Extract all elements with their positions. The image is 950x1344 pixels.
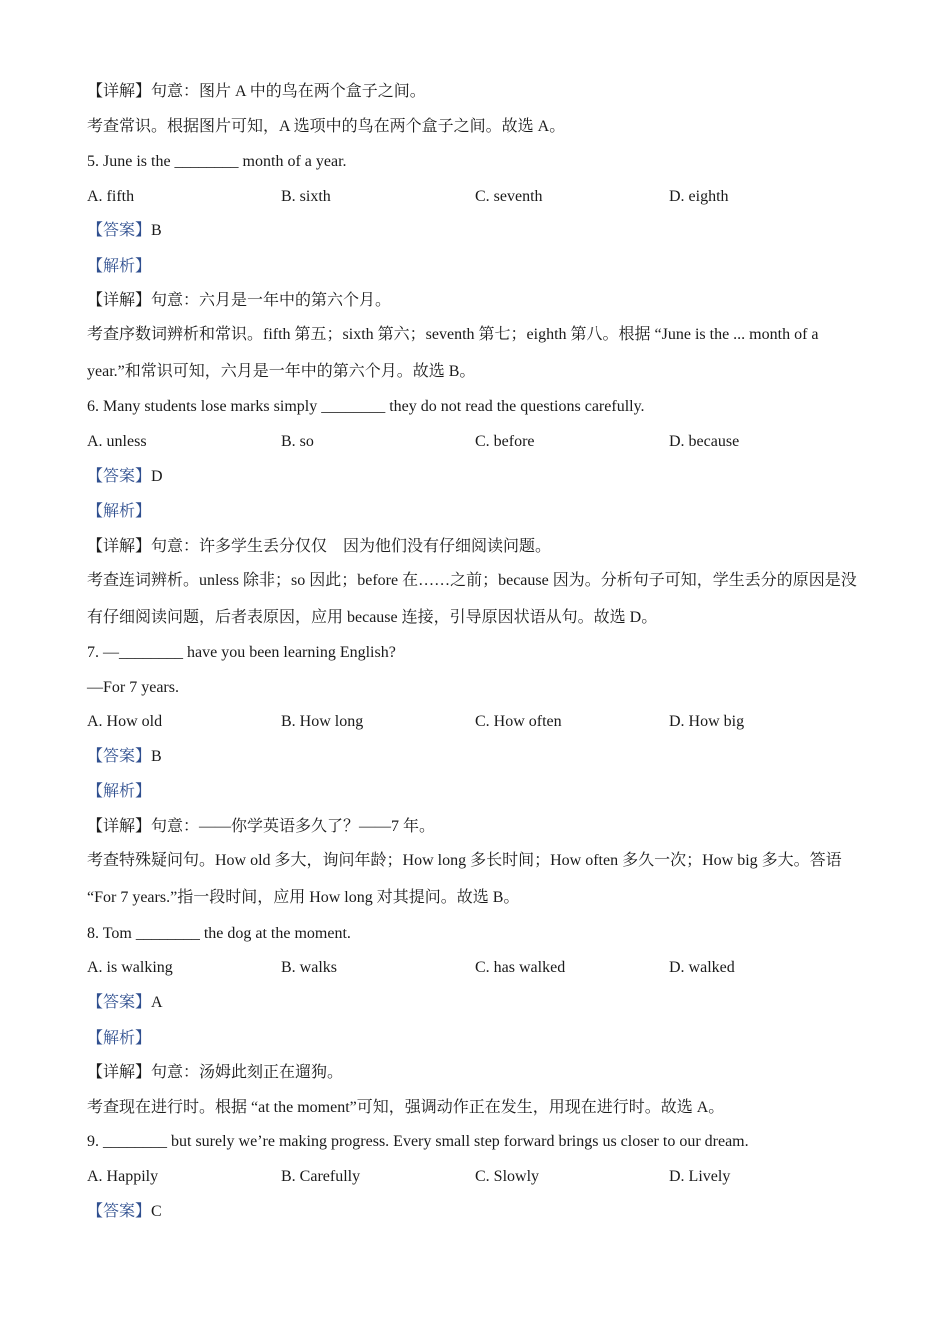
answer-value: A (151, 994, 163, 1011)
q8-explanation: 考查现在进行时。根据 “at the moment”可知，强调动作正在发生，用现在进行时。故选 A。 (87, 1099, 725, 1116)
q7-option-d: D. How big (669, 713, 745, 730)
detail-text: 句意：汤姆此刻正在遛狗。 (151, 1064, 344, 1081)
answer-tag: 【答案】 (87, 1203, 152, 1220)
q6-analysis-tag: 【解析】 (87, 503, 152, 520)
q6-option-c: C. before (475, 433, 535, 450)
q9-option-b: B. Carefully (281, 1168, 361, 1185)
q8-option-c: C. has walked (475, 959, 566, 976)
answer-value: B (151, 222, 162, 239)
answer-tag: 【答案】 (87, 468, 152, 485)
detail-tag: 【详解】 (87, 1064, 152, 1081)
answer-value: C (151, 1203, 162, 1220)
detail-tag: 【详解】 (87, 83, 152, 100)
answer-tag: 【答案】 (87, 748, 152, 765)
detail-tag: 【详解】 (87, 292, 152, 309)
detail-text: 句意：六月是一年中的第六个月。 (151, 292, 392, 309)
question-9-stem: 9. ________ but surely we’re making progress. Every small step forward brings us closer to our dream. (87, 1133, 749, 1150)
answer-value: B (151, 748, 162, 765)
q9-option-a: A. Happily (87, 1168, 159, 1185)
question-7-reply: —For 7 years. (87, 679, 179, 696)
detail-tag: 【详解】 (87, 538, 152, 555)
q9-answer (87, 1202, 862, 1222)
question-6-stem: 6. Many students lose marks simply ________ they do not read the questions carefully. (87, 398, 645, 415)
q6-option-b: B. so (281, 433, 314, 450)
q5-option-d: D. eighth (669, 188, 729, 205)
q5-analysis-tag: 【解析】 (87, 258, 152, 275)
question-7-stem: 7. —________ have you been learning English? (87, 644, 396, 661)
detail-text: 句意：图片 A 中的鸟在两个盒子之间。 (151, 83, 426, 100)
q6-answer (87, 467, 862, 487)
q7-answer (87, 747, 862, 767)
q5-answer (87, 221, 862, 241)
q9-option-d: D. Lively (669, 1168, 731, 1185)
q7-explanation: 考查特殊疑问句。How old 多大，询问年龄；How long 多长时间；How often 多久一次；How big 多大。答语 “For 7 years.”指一段时间，应用 How long 对其提问。故选 B。 (87, 852, 842, 906)
q8-detail (87, 1063, 862, 1083)
q5-option-c: C. seventh (475, 188, 543, 205)
q7-option-b: B. How long (281, 713, 364, 730)
q6-explanation: 考查连词辨析。unless 除非；so 因此；before 在……之前；because 因为。分析句子可知，学生丢分的原因是没有仔细阅读问题，后者表原因，应用 because 连接，引导原因状语从句。故选 D。 (87, 572, 857, 626)
answer-value: D (151, 468, 163, 485)
q6-detail (87, 537, 862, 557)
q5-explanation: 考查序数词辨析和常识。fifth 第五；sixth 第六；seventh 第七；eighth 第八。根据 “June is the ... month of a year.”和常识可知，六月是一年中的第六个月。故选 B。 (87, 326, 819, 380)
q5-detail (87, 291, 862, 311)
answer-tag: 【答案】 (87, 994, 152, 1011)
q7-analysis-tag: 【解析】 (87, 783, 152, 800)
q8-option-d: D. walked (669, 959, 735, 976)
q9-option-c: C. Slowly (475, 1168, 540, 1185)
question-5-stem: 5. June is the ________ month of a year. (87, 153, 347, 170)
q8-answer (87, 993, 862, 1013)
answer-tag: 【答案】 (87, 222, 152, 239)
q5-option-b: B. sixth (281, 188, 331, 205)
q6-option-a: A. unless (87, 433, 147, 450)
detail-line (87, 82, 862, 102)
q7-option-c: C. How often (475, 713, 562, 730)
q8-option-a: A. is walking (87, 959, 173, 976)
q7-option-a: A. How old (87, 713, 163, 730)
detail-tag: 【详解】 (87, 818, 152, 835)
detail-text: 句意：许多学生丢分仅仅 因为他们没有仔细阅读问题。 (151, 538, 552, 555)
explanation-line: 考查常识。根据图片可知，A 选项中的鸟在两个盒子之间。故选 A。 (87, 118, 566, 135)
q8-option-b: B. walks (281, 959, 337, 976)
q8-analysis-tag: 【解析】 (87, 1030, 152, 1047)
q6-option-d: D. because (669, 433, 740, 450)
q5-option-a: A. fifth (87, 188, 135, 205)
question-8-stem: 8. Tom ________ the dog at the moment. (87, 925, 351, 942)
q7-detail (87, 817, 862, 837)
detail-text: 句意：——你学英语多久了？——7 年。 (151, 818, 436, 835)
